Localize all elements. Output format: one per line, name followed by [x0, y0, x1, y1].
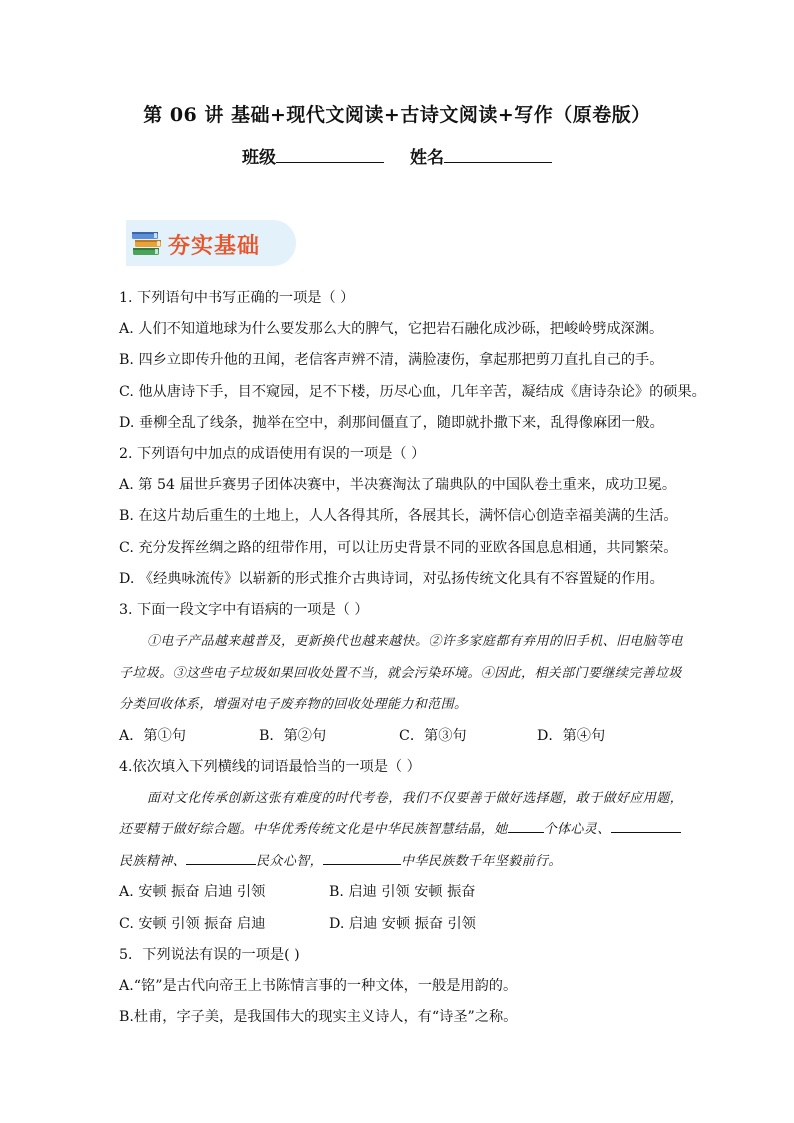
q4-options-row-1 [119, 877, 689, 908]
books-icon [130, 226, 164, 258]
q2-option-c: C. 充分发挥丝绸之路的纽带作用，可以让历史背景不同的亚欧各国息息相通，共同繁荣。 [119, 539, 678, 556]
q3-option-a: A．第①句 [119, 727, 186, 744]
q5-stem: 5．下列说法有误的一项是( ) [119, 946, 300, 963]
q4-option-c: C. 安顿 引领 振奋 启迪 [119, 915, 266, 932]
q4-stem: 4.依次填入下列横线的词语最恰当的一项是（ ） [119, 758, 421, 775]
q3-passage-line: 分类回收体系，增强对电子废弃物的回收处理能力和范围。 [119, 697, 468, 713]
q3-passage [119, 626, 689, 721]
q2-option-d: D. 《经典咏流传》以崭新的形式推介古典诗词，对弘扬传统文化具有不容置疑的作用。 [119, 570, 664, 587]
page-title: 第 06 讲 基础+现代文阅读+古诗文阅读+写作（原卷版） [143, 104, 651, 126]
q4-option-a: A. 安顿 振奋 启迪 引领 [119, 884, 266, 901]
q3-options [119, 721, 689, 752]
class-blank[interactable] [276, 148, 384, 163]
q4-text: 中华民族数千年坚毅前行。 [401, 853, 562, 869]
q3-stem: 3. 下面一段文字中有语病的一项是（ ） [119, 601, 369, 618]
q4-options-row-2 [119, 909, 689, 940]
q2-option-b: B. 在这片劫后重生的土地上，人人各得其所，各展其长，满怀信心创造幸福美满的生活。 [119, 508, 678, 525]
q4-blank-1[interactable] [508, 818, 544, 833]
q1-option-d: D. 垂柳全乱了线条，抛举在空中，刹那间僵直了，随即就扑撒下来，乱得像麻团一般。 [119, 414, 664, 431]
question-list [119, 283, 706, 1033]
q3-option-c: C．第③句 [399, 727, 467, 744]
section-title: 夯实基础 [168, 234, 261, 259]
q4-text: 民族精神、 [119, 853, 187, 869]
section-banner [126, 220, 296, 266]
q4-blank-4[interactable] [323, 850, 401, 865]
class-label: 班级 [242, 148, 277, 168]
q4-passage-line: 面对文化传承创新这张有难度的时代考卷，我们不仅要善于做好选择题，敢于做好应用题， [147, 790, 684, 806]
q3-passage-line: ①电子产品越来越普及，更新换代也越来越快。②许多家庭都有弃用的旧手机、旧电脑等电 [147, 634, 684, 650]
q4-text: 个体心灵、 [543, 822, 611, 838]
q4-option-d: D. 启迪 安顿 振奋 引领 [329, 915, 476, 932]
q2-stem: 2. 下列语句中加点的成语使用有误的一项是（ ） [119, 445, 426, 462]
q4-passage-line [119, 814, 689, 846]
q4-passage-line [119, 846, 689, 878]
name-label: 姓名 [409, 148, 444, 168]
q3-option-d: D．第④句 [537, 727, 606, 744]
student-info-row [0, 143, 794, 168]
name-blank[interactable] [444, 148, 552, 163]
q4-text: 还要精于做好综合题。中华优秀传统文化是中华民族智慧结晶，她 [119, 822, 508, 838]
q4-passage [119, 783, 689, 878]
q1-option-c: C. 他从唐诗下手，目不窥园，足不下楼，历尽心血，几年辛苦，凝结成《唐诗杂论》的硕果。 [119, 383, 706, 400]
q1-option-b: B. 四乡立即传升他的丑闻，老信客声辨不清，满脸凄伤，拿起那把剪刀直扎自己的手。 [119, 352, 664, 369]
q4-blank-3[interactable] [186, 850, 256, 865]
q1-option-a: A. 人们不知道地球为什么要发那么大的脾气，它把岩石融化成沙砾，把峻岭劈成深渊。 [119, 321, 664, 338]
q5-option-b: B.杜甫，字子美，是我国伟大的现实主义诗人，有“诗圣”之称。 [119, 1009, 518, 1026]
q4-option-b: B. 启迪 引领 安顿 振奋 [329, 884, 476, 901]
q3-option-b: B．第②句 [259, 727, 327, 744]
q4-blank-2[interactable] [611, 818, 681, 833]
q1-stem: 1. 下列语句中书写正确的一项是（ ） [119, 290, 355, 306]
q3-passage-line: 子垃圾。③这些电子垃圾如果回收处置不当，就会污染环境。④因此，相关部门要继续完善垃圾 [119, 665, 682, 681]
q5-option-a: A.“铭”是古代向帝王上书陈情言事的一种文体，一般是用韵的。 [119, 978, 518, 994]
q4-text: 民众心智， [256, 853, 324, 869]
q2-option-a: A. 第 54 届世乒赛男子团体决赛中，半决赛淘汰了瑞典队的中国队卷土重来，成功卫冕。 [119, 477, 677, 494]
